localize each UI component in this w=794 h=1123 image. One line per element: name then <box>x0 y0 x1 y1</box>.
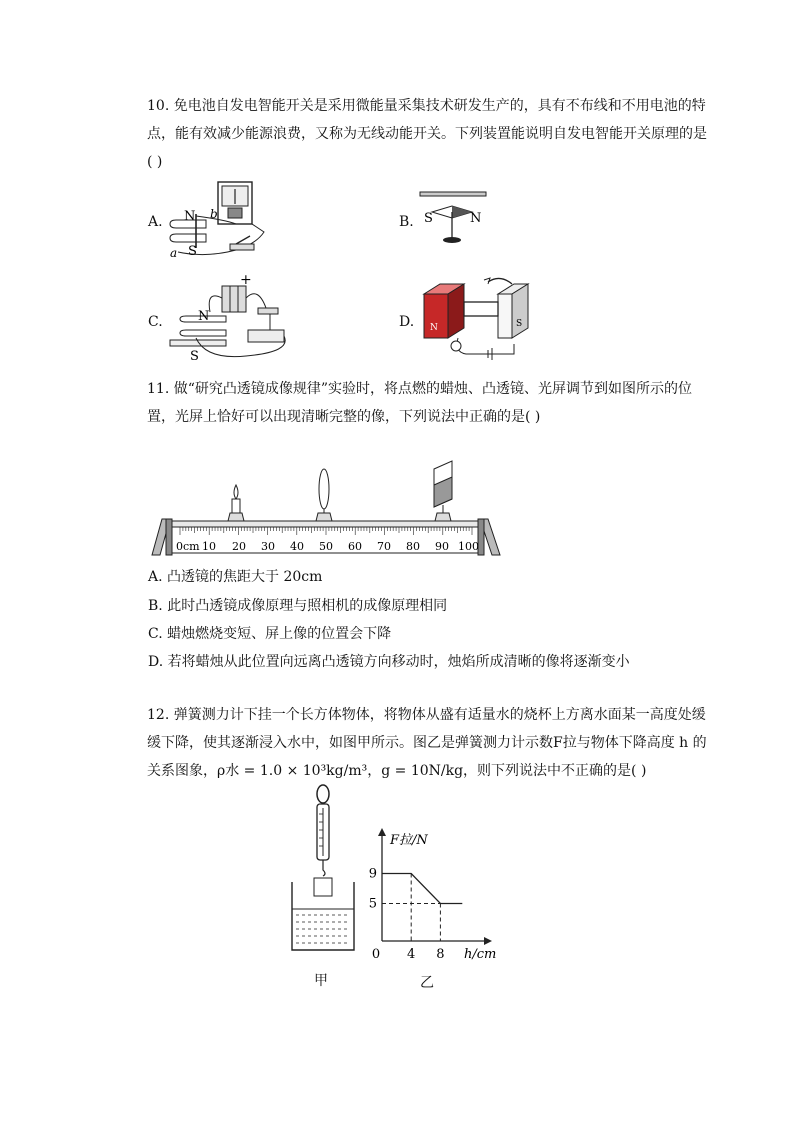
x-axis-label: h/cm <box>464 947 497 962</box>
label-n: N <box>430 323 438 333</box>
magnet-south <box>498 294 512 338</box>
candle <box>228 485 244 521</box>
light-screen <box>434 461 452 521</box>
option-b-label: B. <box>399 214 414 230</box>
q10-figure-a <box>166 180 274 260</box>
tick-label: 60 <box>348 540 362 553</box>
q11-option-d: D. 若将蜡烛从此位置向远离凸透镜方向移动时，烛焰所成清晰的像将逐渐变小 <box>148 654 630 670</box>
tick-label: 70 <box>377 540 391 553</box>
caption-yi: 乙 <box>420 975 434 991</box>
question-10-stem: 10. 免电池自发电智能开关是采用微能量采集技术研发生产的，具有不布线和不用电池的特点，能有效减少能源浪费，又称为无线动能开关。下列装置能说明自发电智能开关原理的是( ) <box>147 98 707 170</box>
label-n: N <box>198 309 210 324</box>
y-tick-label: 9 <box>368 866 377 882</box>
x-tick-label: 4 <box>407 947 416 962</box>
tick-label: 30 <box>261 540 275 553</box>
y-axis-label: F拉/N <box>390 833 428 848</box>
switch <box>258 308 278 314</box>
label-s: S <box>188 244 197 259</box>
wire <box>420 192 486 196</box>
q10-figure-b <box>418 188 498 248</box>
tick-label: 100 <box>458 540 479 553</box>
x-tick-label: 0 <box>371 947 381 962</box>
option-d-label: D. <box>399 314 415 330</box>
tick-label: 80 <box>406 540 420 553</box>
optical-bench-figure <box>150 455 506 563</box>
q11-option-c: C. 蜡烛燃烧变短、屏上像的位置会下降 <box>148 626 392 642</box>
force-height-chart <box>364 824 514 964</box>
label-n: N <box>470 211 482 226</box>
q10-figure-c <box>166 272 296 364</box>
battery <box>222 286 246 312</box>
label-a: a <box>170 246 178 260</box>
rotation-arrow <box>488 278 512 284</box>
label-b: b <box>210 207 218 221</box>
tick-label: 40 <box>290 540 304 553</box>
series-line <box>382 874 462 904</box>
option-c-label: C. <box>148 314 163 330</box>
tick-label: 50 <box>319 540 333 553</box>
water <box>296 915 350 943</box>
y-tick-label: 5 <box>368 896 377 912</box>
question-11-stem: 11. 做“研究凸透镜成像规律”实验时，将点燃的蜡烛、凸透镜、光屏调节到如图所示的位置，光屏上恰好可以出现清晰完整的像，下列说法中正确的是( ) <box>147 381 693 425</box>
coil <box>464 302 498 316</box>
x-axis-arrow <box>484 937 492 945</box>
tick-label: 20 <box>232 540 246 553</box>
x-tick-label: 8 <box>436 947 445 962</box>
option-a-label: A. <box>148 214 163 230</box>
tick-label: 90 <box>435 540 449 553</box>
guide-lines <box>382 874 440 942</box>
tick-label: 0cm <box>176 540 200 553</box>
q11-option-a: A. 凸透镜的焦距大于 20cm <box>148 569 323 585</box>
question-12-stem: 12. 弹簧测力计下挂一个长方体物体，将物体从盛有适量水的烧杯上方离水面某一高度处缓缓下降，使其逐渐浸入水中，如图甲所示。图乙是弹簧测力计示数F拉与物体下降高度 h 的关系图象，ρ水 = 1.0 × 10³kg/m³，g = 10N/kg，则下列说法中不正确的是( ) <box>147 707 707 779</box>
convex-lens <box>316 469 332 521</box>
label-s: S <box>516 319 523 329</box>
scale-ring <box>317 785 329 803</box>
caption-jia: 甲 <box>314 973 328 989</box>
label-n: N <box>184 209 196 224</box>
bench-rail <box>172 521 478 527</box>
rheostat <box>248 330 284 342</box>
q10-figure-d <box>418 270 533 366</box>
spring-scale-figure <box>290 782 362 956</box>
label-s: S <box>190 349 199 364</box>
cuboid-object <box>314 878 332 896</box>
q11-option-b: B. 此时凸透镜成像原理与照相机的成像原理相同 <box>148 598 448 614</box>
switch <box>230 244 254 250</box>
label-s: S <box>424 211 433 226</box>
y-axis-arrow <box>378 828 386 836</box>
label-plus: + <box>240 272 252 288</box>
tick-label: 10 <box>202 540 216 553</box>
